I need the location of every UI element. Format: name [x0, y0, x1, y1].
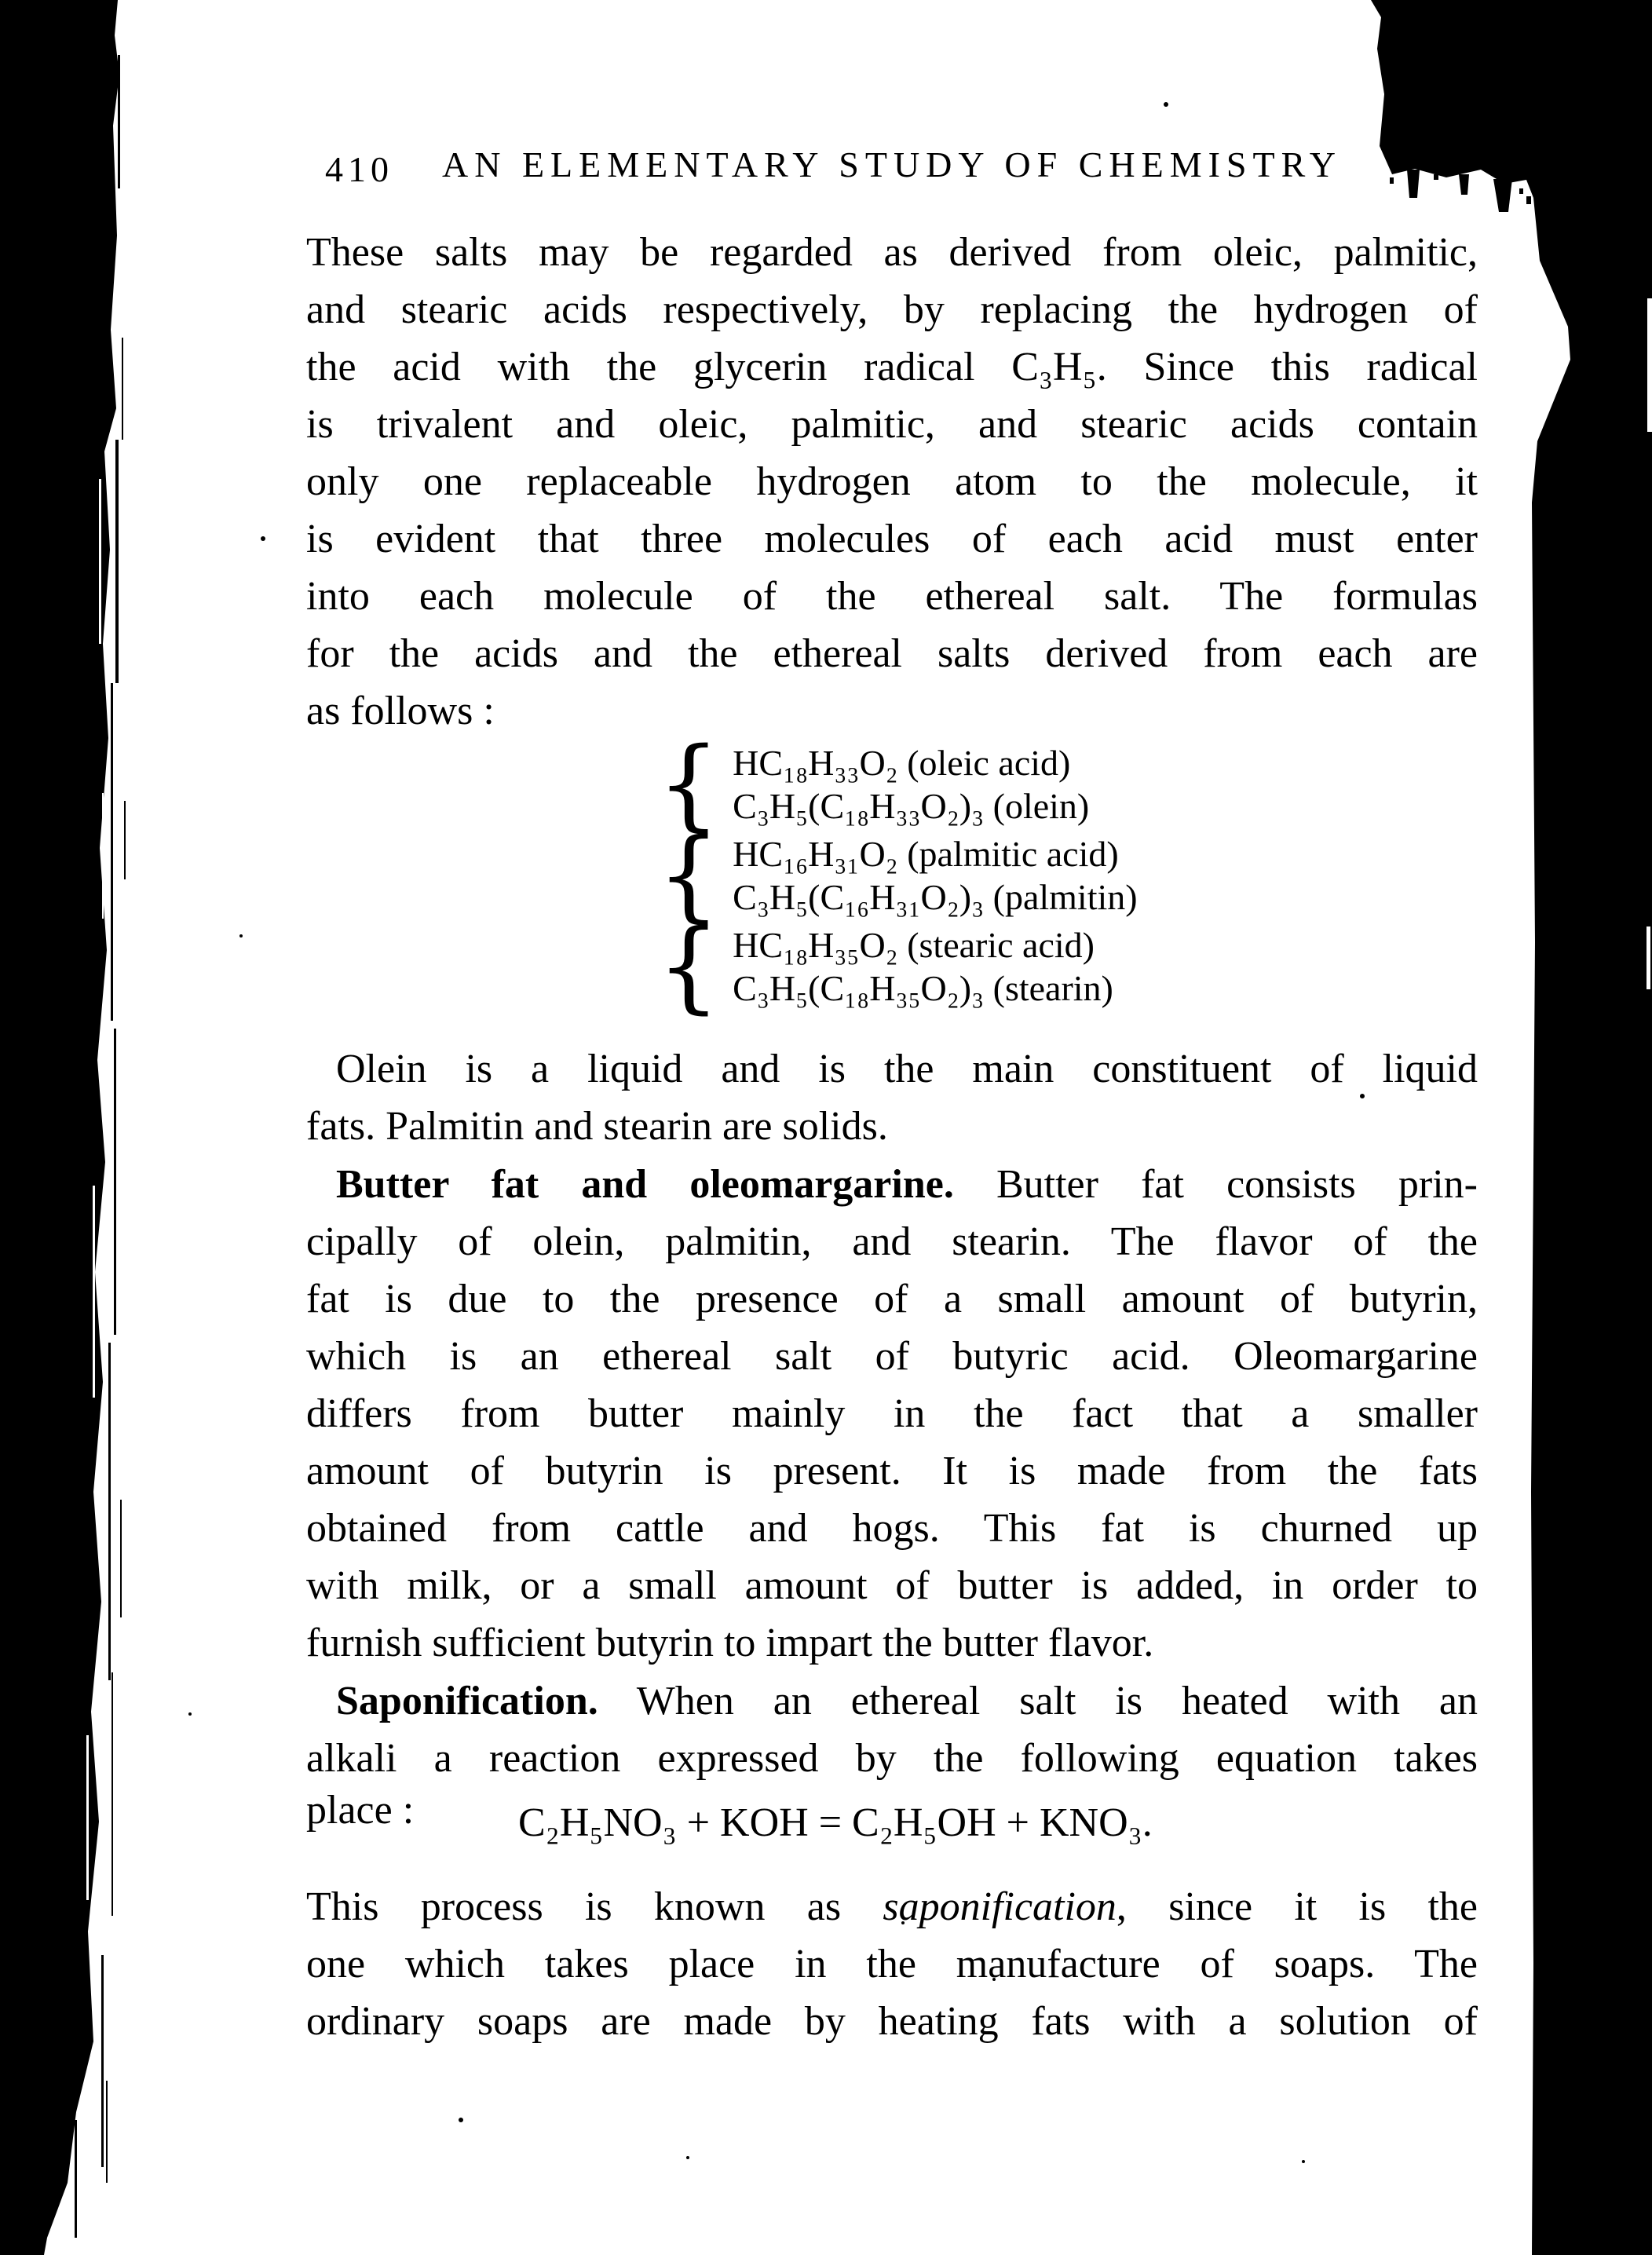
text-block: [306, 0, 1478, 2255]
formula-pair: [733, 741, 1089, 828]
formula-salt: C₃H₅(C₁₆H₃₁O₂)₃ (palmitin): [733, 877, 1138, 917]
brace-icon: {: [657, 908, 721, 1024]
body-line: Olein is a liquid and is the main constituent of liquid: [336, 1047, 1478, 1091]
body-line: the acid with the glycerin radical C₃H₅. Since this radical: [306, 345, 1478, 389]
left-gutter-band: [0, 0, 119, 2255]
body-line: fat is due to the presence of a small amount of butyrin,: [306, 1277, 1478, 1321]
paragraph-process: [306, 1878, 1478, 2050]
body-line: with milk, or a small amount of butter is added, in order to: [306, 1563, 1478, 1608]
place-label: place :: [306, 1788, 415, 1833]
running-header: AN ELEMENTARY STUDY OF CHEMISTRY: [442, 144, 1342, 185]
body-line: [306, 1156, 1478, 1213]
body-line: ordinary soaps are made by heating fats with a solution of: [306, 1999, 1478, 2044]
body-line: furnish sufficient butyrin to impart the butter flavor.: [306, 1621, 1154, 1665]
formula-group-palmitic: [657, 817, 1138, 933]
body-line: is trivalent and oleic, palmitic, and stearic acids contain: [306, 402, 1478, 447]
formula-group-stearic: [657, 908, 1138, 1024]
page-number: 410: [325, 149, 393, 189]
italic-term: saponification: [883, 1884, 1117, 1929]
page-header: [306, 144, 1478, 194]
body-line: one which takes place in the manufacture of soaps. The: [306, 1942, 1478, 1986]
section-lead-butter-fat: Butter fat and oleomargarine.: [336, 1162, 954, 1207]
body-line: is evident that three molecules of each acid must enter: [306, 517, 1478, 561]
body-line: These salts may be regarded as derived from oleic, palmitic,: [306, 230, 1478, 275]
body-line: and stearic acids respectively, by replacing the hydrogen of: [306, 287, 1478, 332]
body-line: [306, 1672, 1478, 1730]
formula-block: [657, 726, 1138, 1024]
body-text: This process is known as: [306, 1884, 883, 1929]
formula-salt: C₃H₅(C₁₈H₃₃O₂)₃ (olein): [733, 786, 1090, 826]
body-line: alkali a reaction expressed by the following equation takes: [306, 1736, 1478, 1781]
formula-pair: [733, 923, 1113, 1010]
body-line: differs from butter mainly in the fact that a smaller: [306, 1391, 1478, 1436]
paragraph-saponification: [306, 1672, 1478, 1787]
body-line: only one replaceable hydrogen atom to the molecule, it: [306, 459, 1478, 504]
formula-acid: HC₁₈H₃₃O₂ (oleic acid): [733, 743, 1071, 783]
body-line: cipally of olein, palmitin, and stearin. The flavor of the: [306, 1219, 1478, 1264]
body-text: Butter fat consists prin-: [953, 1162, 1478, 1207]
brace-icon: {: [657, 726, 721, 842]
body-line: as follows :: [306, 689, 495, 733]
formula-pair: [733, 832, 1137, 919]
body-line: obtained from cattle and hogs. This fat is churned up: [306, 1506, 1478, 1551]
body-text: When an ethereal salt is heated with an: [598, 1679, 1478, 1723]
paragraph-olein: [306, 1040, 1478, 1155]
formula-salt: C₃H₅(C₁₈H₃₅O₂)₃ (stearin): [733, 968, 1113, 1008]
formula-acid: HC₁₆H₃₁O₂ (palmitic acid): [733, 834, 1119, 874]
body-text: , since it is the: [1116, 1884, 1478, 1929]
paragraph-intro: [306, 224, 1478, 740]
body-line: into each molecule of the ethereal salt. The formulas: [306, 574, 1478, 619]
formula-group-oleic: [657, 726, 1138, 842]
body-line: fats. Palmitin and stearin are solids.: [306, 1104, 888, 1149]
body-line: [306, 1878, 1478, 1935]
formula-acid: HC₁₈H₃₅O₂ (stearic acid): [733, 925, 1095, 965]
body-line: which is an ethereal salt of butyric acid. Oleomargarine: [306, 1334, 1478, 1379]
paragraph-butter-fat: [306, 1156, 1478, 1672]
brace-icon: {: [657, 817, 721, 933]
section-lead-saponification: Saponification.: [336, 1679, 598, 1723]
body-line: for the acids and the ethereal salts derived from each are: [306, 631, 1478, 676]
body-line: amount of butyrin is present. It is made from the fats: [306, 1449, 1478, 1493]
chemical-equation: C₂H₅NO₃ + KOH = C₂H₅OH + KNO₃.: [518, 1800, 1153, 1845]
